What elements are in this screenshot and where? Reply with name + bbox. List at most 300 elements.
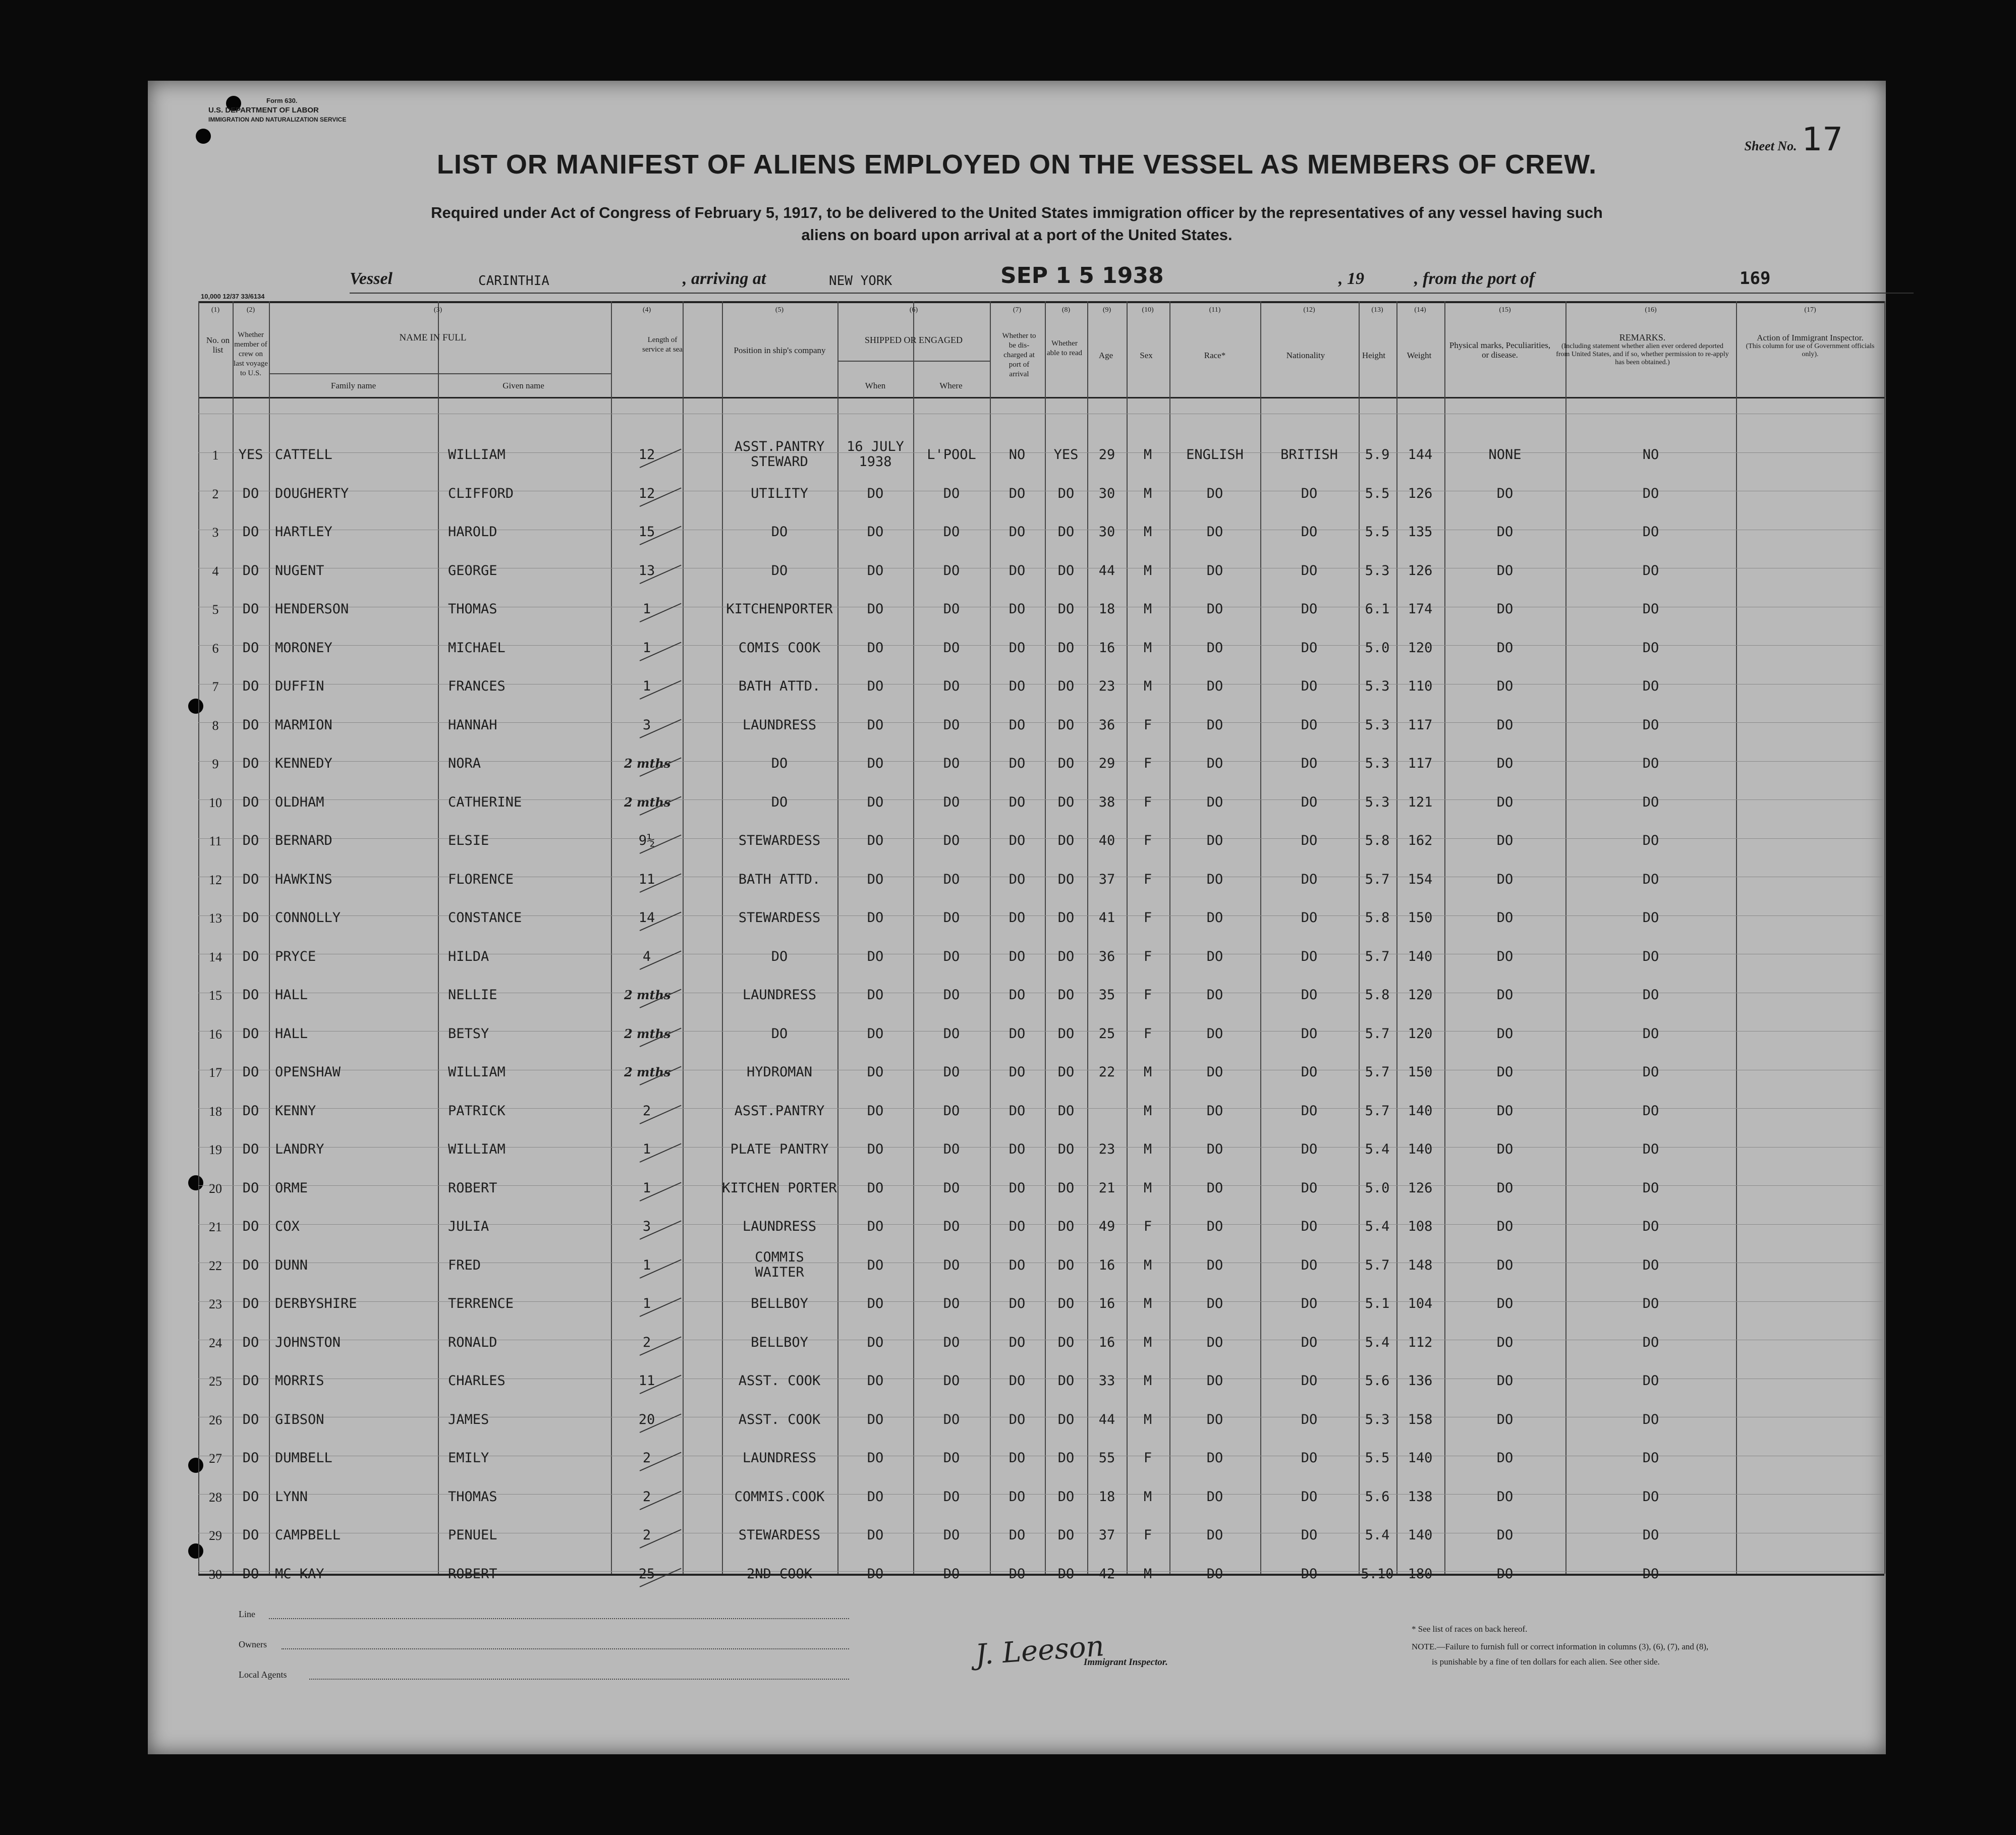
cell-read: DO (1057, 485, 1075, 501)
cell-remarks: DO (1642, 640, 1659, 656)
header-sub-rule (837, 361, 990, 362)
column-divider (1127, 301, 1128, 1574)
cell-age: 36 (1098, 948, 1115, 964)
cell-age: 30 (1098, 485, 1115, 501)
cell-family: DERBYSHIRE (275, 1296, 357, 1311)
cell-when: DO (867, 1334, 884, 1350)
cell-disch: DO (1009, 1064, 1026, 1080)
cell-family: DUMBELL (275, 1450, 332, 1466)
cell-physical: DO (1496, 562, 1514, 579)
cell-race: DO (1206, 1219, 1223, 1234)
column-divider (269, 301, 270, 1574)
cell-disch: DO (1009, 601, 1026, 617)
cell-disch: DO (1009, 910, 1026, 926)
cell-nat: DO (1301, 1488, 1318, 1505)
cell-n: 6 (212, 641, 219, 656)
cell-position: DO (771, 794, 788, 810)
cell-weight: 120 (1408, 987, 1433, 1003)
cell-read: DO (1057, 1219, 1075, 1234)
column-divider (1169, 301, 1170, 1574)
cell-weight: 135 (1408, 524, 1433, 540)
cell-when: DO (867, 1411, 884, 1427)
cell-when: DO (867, 1296, 884, 1311)
cell-where: DO (943, 1103, 960, 1119)
cell-family: HALL (275, 987, 308, 1003)
subtitle-line-2: aliens on board upon arrival at a port of the United States. (801, 226, 1233, 244)
cell-age: 25 (1098, 1025, 1115, 1042)
cell-n: 5 (212, 602, 219, 617)
cell-service: 2 mths (624, 988, 671, 1002)
cell-position: DO (771, 524, 788, 540)
cell-height: 5.4 (1365, 1219, 1390, 1234)
cell-race: DO (1206, 1334, 1223, 1350)
cell-remarks: DO (1642, 1141, 1659, 1157)
cell-disch: NO (1009, 447, 1026, 463)
cell-where: DO (943, 987, 960, 1003)
cell-remarks: DO (1642, 948, 1659, 964)
cell-when: DO (867, 1064, 884, 1080)
cell-given: MICHAEL (448, 640, 506, 656)
cell-service: 13 (638, 562, 655, 579)
header-sub-rule (269, 373, 611, 374)
column-divider (1884, 301, 1885, 1574)
cell-family: HENDERSON (275, 601, 349, 617)
cell-n: 22 (209, 1258, 222, 1273)
cell-physical: DO (1496, 1411, 1514, 1427)
cell-nat: DO (1301, 1025, 1318, 1042)
cell-physical: DO (1496, 1450, 1514, 1466)
cell-given: PATRICK (448, 1103, 506, 1119)
cell-race: DO (1206, 1450, 1223, 1466)
cell-sex: M (1143, 1064, 1152, 1080)
cell-read: DO (1057, 1373, 1075, 1389)
cell-service: 25 (638, 1566, 655, 1582)
cell-n: 20 (209, 1181, 222, 1196)
cell-when: DO (867, 987, 884, 1003)
cell-n: 24 (209, 1335, 222, 1350)
column-number: (12) (1303, 306, 1315, 314)
cell-age: 41 (1098, 910, 1115, 926)
cell-sex: M (1143, 601, 1152, 617)
cell-service: 11 (638, 1373, 655, 1389)
column-divider (683, 301, 684, 1574)
cell-member: DO (242, 1141, 259, 1157)
cell-n: 25 (209, 1374, 222, 1389)
cell-where: DO (943, 562, 960, 579)
cell-physical: DO (1496, 871, 1514, 887)
cell-weight: 158 (1408, 1411, 1433, 1427)
cell-sex: M (1143, 485, 1152, 501)
cell-position: STEWARDESS (738, 1527, 821, 1543)
cell-member: DO (242, 1103, 259, 1119)
cell-where: DO (943, 1064, 960, 1080)
header-remarks (1555, 333, 1729, 367)
cell-sex: F (1143, 756, 1152, 771)
cell-read: DO (1057, 640, 1075, 656)
cell-weight: 140 (1408, 1527, 1433, 1543)
cell-position: BATH ATTD. (738, 871, 821, 887)
header-remarks-title: REMARKS. (1619, 332, 1666, 342)
cell-nat: DO (1301, 1141, 1318, 1157)
cell-nat: DO (1301, 717, 1318, 733)
cell-nat: DO (1301, 1219, 1318, 1234)
cell-disch: DO (1009, 1566, 1026, 1582)
cell-race: DO (1206, 562, 1223, 579)
cell-race: DO (1206, 1064, 1223, 1080)
header-action (1742, 333, 1878, 359)
cell-given: HILDA (448, 948, 489, 964)
cell-age: 42 (1098, 1566, 1115, 1582)
cell-height: 5.6 (1365, 1373, 1390, 1389)
cell-where: DO (943, 1025, 960, 1042)
cell-nat: DO (1301, 1334, 1318, 1350)
cell-disch: DO (1009, 1257, 1026, 1273)
cell-race: DO (1206, 1411, 1223, 1427)
cell-remarks: DO (1642, 1064, 1659, 1080)
column-number: (3) (433, 306, 442, 314)
cell-family: MC KAY (275, 1566, 324, 1582)
cell-disch: DO (1009, 794, 1026, 810)
cell-n: 7 (212, 679, 219, 694)
cell-read: DO (1057, 1334, 1075, 1350)
header-length-service: Length of service at sea (642, 336, 683, 354)
cell-physical: DO (1496, 987, 1514, 1003)
cell-disch: DO (1009, 833, 1026, 848)
cell-age: 18 (1098, 1488, 1115, 1505)
cell-when: DO (867, 601, 884, 617)
cell-member: DO (242, 1064, 259, 1080)
cell-where: DO (943, 833, 960, 848)
cell-member: DO (242, 1488, 259, 1505)
cell-family: JOHNSTON (275, 1334, 341, 1350)
cell-position: KITCHEN PORTER (722, 1180, 837, 1196)
cell-position: DO (771, 948, 788, 964)
cell-nat: DO (1301, 1257, 1318, 1273)
cell-remarks: DO (1642, 717, 1659, 733)
cell-position: DO (771, 756, 788, 771)
cell-nat: BRITISH (1280, 447, 1338, 463)
cell-given: FRANCES (448, 678, 506, 694)
cell-read: DO (1057, 562, 1075, 579)
cell-age: 18 (1098, 601, 1115, 617)
column-number: (11) (1209, 306, 1221, 314)
cell-read: DO (1057, 756, 1075, 771)
cell-read: DO (1057, 678, 1075, 694)
cell-height: 5.4 (1365, 1527, 1390, 1543)
cell-sex: M (1143, 1488, 1152, 1505)
cell-when: DO (867, 1257, 884, 1273)
cell-age: 16 (1098, 1334, 1115, 1350)
cell-height: 5.3 (1365, 794, 1390, 810)
cell-n: 15 (209, 988, 222, 1003)
sheet-number-label: Sheet No. (1744, 139, 1797, 153)
cell-weight: 140 (1408, 1141, 1433, 1157)
cell-height: 5.7 (1365, 1103, 1390, 1119)
cell-member: DO (242, 871, 259, 887)
cell-age: 21 (1098, 1180, 1115, 1196)
cell-given: ROBERT (448, 1566, 497, 1582)
cell-member: YES (238, 447, 263, 463)
cell-given: THOMAS (448, 601, 497, 617)
cell-remarks: DO (1642, 1566, 1659, 1582)
punch-hole (188, 699, 203, 714)
cell-sex: M (1143, 1373, 1152, 1389)
cell-disch: DO (1009, 640, 1026, 656)
cell-nat: DO (1301, 910, 1318, 926)
cell-service: 1 (642, 1180, 651, 1196)
cell-service: 3 (642, 717, 651, 733)
cell-member: DO (242, 1296, 259, 1311)
cell-read: DO (1057, 833, 1075, 848)
cell-family: CONNOLLY (275, 910, 341, 926)
header-name-in-full: NAME IN FULL (399, 332, 467, 343)
cell-given: HANNAH (448, 717, 497, 733)
cell-race: DO (1206, 1257, 1223, 1273)
cell-sex: M (1143, 1141, 1152, 1157)
cell-service: 1 (642, 1257, 651, 1273)
cell-physical: DO (1496, 1334, 1514, 1350)
cell-given: TERRENCE (448, 1296, 514, 1311)
cell-member: DO (242, 910, 259, 926)
cell-when: DO (867, 1219, 884, 1234)
cell-where: DO (943, 1141, 960, 1157)
cell-given: CATHERINE (448, 794, 522, 810)
cell-n: 9 (212, 757, 219, 771)
cell-race: DO (1206, 1103, 1223, 1119)
print-code: 10,000 12/37 33/6134 (201, 293, 265, 300)
cell-family: GIBSON (275, 1411, 324, 1427)
cell-family: HAWKINS (275, 871, 332, 887)
from-port-label: , from the port of (1414, 269, 1535, 288)
cell-remarks: DO (1642, 1025, 1659, 1042)
cell-height: 5.3 (1365, 1411, 1390, 1427)
cell-physical: DO (1496, 640, 1514, 656)
cell-when: DO (867, 678, 884, 694)
cell-age: 16 (1098, 1257, 1115, 1273)
cell-when: DO (867, 640, 884, 656)
cell-weight: 120 (1408, 640, 1433, 656)
cell-disch: DO (1009, 1025, 1026, 1042)
cell-sex: M (1143, 1334, 1152, 1350)
cell-given: CONSTANCE (448, 910, 522, 926)
cell-given: NORA (448, 756, 481, 771)
page-subtitle (299, 202, 1734, 246)
cell-weight: 121 (1408, 794, 1433, 810)
cell-read: DO (1057, 1180, 1075, 1196)
header-race: Race* (1204, 351, 1226, 360)
cell-given: FRED (448, 1257, 481, 1273)
cell-service: 11 (638, 871, 655, 887)
header-remarks-sub: (Including statement whether alien ever ordered deported from United States, and if so, whether permission to re-apply has been obtained.) (1556, 342, 1729, 366)
cell-race: DO (1206, 1373, 1223, 1389)
footer-agents-label: Local Agents (239, 1670, 287, 1680)
cell-race: DO (1206, 948, 1223, 964)
cell-member: DO (242, 1257, 259, 1273)
cell-disch: DO (1009, 1373, 1026, 1389)
cell-race: DO (1206, 1566, 1223, 1582)
cell-race: ENGLISH (1186, 447, 1244, 463)
cell-when: DO (867, 562, 884, 579)
cell-given: PENUEL (448, 1527, 497, 1543)
cell-sex: F (1143, 717, 1152, 733)
cell-family: OPENSHAW (275, 1064, 341, 1080)
cell-family: CATTELL (275, 447, 332, 463)
cell-physical: DO (1496, 1257, 1514, 1273)
cell-read: DO (1057, 601, 1075, 617)
cell-read: DO (1057, 1488, 1075, 1505)
cell-weight: 126 (1408, 562, 1433, 579)
column-number: (5) (775, 306, 784, 314)
cell-race: DO (1206, 485, 1223, 501)
cell-position: LAUNDRESS (742, 1450, 817, 1466)
races-note: * See list of races on back hereof. (1412, 1624, 1528, 1634)
cell-nat: DO (1301, 524, 1318, 540)
page-title: LIST OR MANIFEST OF ALIENS EMPLOYED ON THE VESSEL AS MEMBERS OF CREW. (436, 149, 1597, 180)
cell-where: L'POOL (927, 447, 976, 463)
cell-weight: 180 (1408, 1566, 1433, 1582)
cell-read: DO (1057, 987, 1075, 1003)
cell-where: DO (943, 1334, 960, 1350)
cell-member: DO (242, 1450, 259, 1466)
cell-member: DO (242, 987, 259, 1003)
cell-remarks: DO (1642, 794, 1659, 810)
cell-physical: DO (1496, 485, 1514, 501)
subtitle-line-1: Required under Act of Congress of February 5, 1917, to be delivered to the United States immigration officer by the representatives of any vessel having such (431, 204, 1603, 221)
cell-service: 2 (642, 1450, 651, 1466)
punch-hole (188, 1458, 203, 1473)
cell-given: BETSY (448, 1025, 489, 1042)
sheet-number-value: 17 (1802, 121, 1843, 158)
cell-remarks: NO (1642, 447, 1659, 463)
cell-given: WILLIAM (448, 447, 506, 463)
cell-family: KENNY (275, 1103, 316, 1119)
cell-when2: 1938 (859, 454, 892, 470)
service-name: IMMIGRATION AND NATURALIZATION SERVICE (208, 116, 347, 123)
cell-where: DO (943, 1527, 960, 1543)
cell-member: DO (242, 948, 259, 964)
cell-disch: DO (1009, 678, 1026, 694)
cell-where: DO (943, 1566, 960, 1582)
cell-n: 13 (209, 911, 222, 926)
cell-remarks: DO (1642, 756, 1659, 771)
column-divider (990, 301, 991, 1574)
cell-age: 38 (1098, 794, 1115, 810)
cell-physical: DO (1496, 1141, 1514, 1157)
cell-given: HAROLD (448, 524, 497, 540)
cell-age: 23 (1098, 1141, 1115, 1157)
cell-race: DO (1206, 601, 1223, 617)
cell-when: DO (867, 1373, 884, 1389)
cell-service: 2 (642, 1103, 651, 1119)
cell-age: 44 (1098, 562, 1115, 579)
cell-weight: 136 (1408, 1373, 1433, 1389)
cell-height: 5.7 (1365, 1025, 1390, 1042)
cell-when: DO (867, 1141, 884, 1157)
cell-sex: M (1143, 678, 1152, 694)
cell-service: 3 (642, 1219, 651, 1234)
cell-where: DO (943, 1488, 960, 1505)
column-divider (1736, 301, 1737, 1574)
cell-height: 5.3 (1365, 717, 1390, 733)
cell-age: 55 (1098, 1450, 1115, 1466)
cell-where: DO (943, 1257, 960, 1273)
cell-remarks: DO (1642, 1257, 1659, 1273)
cell-age: 16 (1098, 1296, 1115, 1311)
cell-sex: F (1143, 910, 1152, 926)
cell-position: PLATE PANTRY (730, 1141, 829, 1157)
cell-nat: DO (1301, 794, 1318, 810)
cell-service: 2 mths (624, 1026, 671, 1041)
cell-physical: DO (1496, 524, 1514, 540)
cell-service: 1 (642, 1296, 651, 1311)
cell-weight: 138 (1408, 1488, 1433, 1505)
column-number: (13) (1371, 306, 1383, 314)
vessel-label: Vessel (350, 269, 393, 288)
cell-position: LAUNDRESS (742, 717, 817, 733)
cell-read: DO (1057, 948, 1075, 964)
cell-age: 36 (1098, 717, 1115, 733)
cell-nat: DO (1301, 485, 1318, 501)
cell-race: DO (1206, 524, 1223, 540)
cell-service: 2 (642, 1488, 651, 1505)
cell-sex: F (1143, 871, 1152, 887)
cell-physical: DO (1496, 601, 1514, 617)
cell-family: MARMION (275, 717, 332, 733)
cell-physical: DO (1496, 756, 1514, 771)
cell-n: 10 (209, 795, 222, 810)
cell-service: 1 (642, 601, 651, 617)
cell-family: BERNARD (275, 833, 332, 848)
cell-when: DO (867, 948, 884, 964)
cell-member: DO (242, 524, 259, 540)
cell-disch: DO (1009, 1219, 1026, 1234)
column-number: (6) (909, 306, 918, 314)
inspector-signature: J. Leeson (974, 1630, 1105, 1672)
cell-family: COX (275, 1219, 300, 1234)
cell-when: DO (867, 756, 884, 771)
cell-member: DO (242, 1180, 259, 1196)
cell-nat: DO (1301, 948, 1318, 964)
cell-n: 19 (209, 1142, 222, 1157)
cell-height: 5.5 (1365, 485, 1390, 501)
cell-physical: DO (1496, 1064, 1514, 1080)
cell-height: 5.8 (1365, 910, 1390, 926)
cell-weight: 117 (1408, 717, 1433, 733)
cell-n: 17 (209, 1065, 222, 1080)
cell-when: DO (867, 1025, 884, 1042)
cell-where: DO (943, 717, 960, 733)
cell-height: 5.6 (1365, 1488, 1390, 1505)
column-number: (2) (246, 306, 255, 314)
cell-family: HALL (275, 1025, 308, 1042)
cell-member: DO (242, 833, 259, 848)
cell-physical: DO (1496, 1219, 1514, 1234)
cell-read: DO (1057, 910, 1075, 926)
cell-height: 5.10 (1361, 1566, 1394, 1582)
cell-read: DO (1057, 1411, 1075, 1427)
cell-family: MORONEY (275, 640, 332, 656)
cell-where: DO (943, 756, 960, 771)
cell-where: DO (943, 524, 960, 540)
cell-member: DO (242, 1219, 259, 1234)
column-number: (15) (1499, 306, 1511, 314)
cell-physical: DO (1496, 1025, 1514, 1042)
cell-nat: DO (1301, 1296, 1318, 1311)
cell-service: 15 (638, 524, 655, 540)
header-whether-member: Whether member of crew on last voyage to U.S. (234, 331, 268, 377)
column-divider (1444, 301, 1445, 1574)
header-shipped-engaged: SHIPPED OR ENGAGED (864, 335, 963, 345)
